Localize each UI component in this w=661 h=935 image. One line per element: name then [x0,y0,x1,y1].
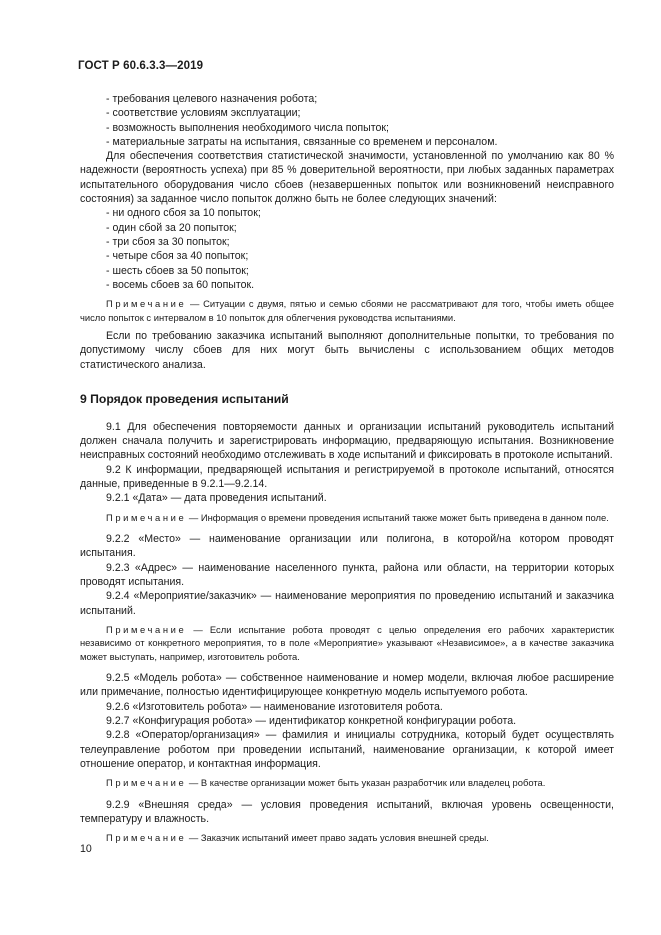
requirements-list [80,92,614,149]
note-text: — Ситуации с двумя, пятью и семью сбоями не рассматривают для того, чтобы иметь общее число попыток с интервалом в 10 попыток для облегчения руководства испытаниями. [80,298,614,323]
clause-9-2-4: 9.2.4 «Мероприятие/заказчик» — наименование мероприятия по проведению испытаний и заказчика испытаний. [80,590,614,617]
note-text: — Если испытание робота проводят с целью определения его рабочих характеристик независимо от конкретного мероприятия, то в поле «Мероприятие» указывают «Независимое», а в качестве заказчика может выступать, например, изготовитель робота. [80,623,615,662]
note [80,511,614,524]
note-label: Примечание [106,832,187,844]
clause-9-2-7: 9.2.7 «Конфигурация робота» — идентификатор конкретной конфигурации робота. [106,714,517,727]
standard-header: ГОСТ Р 60.6.3.3—2019 [78,60,204,72]
list-item: - возможность выполнения необходимого числа попыток; [106,121,389,134]
clause-9-1: 9.1 Для обеспечения повторяемости данных и организации испытаний руководитель испытаний должен сначала получить и зарегистрировать информацию, предваряющую испытания. Возникновение неисправных состояний необходимо отслеживать в ходе испытаний и фиксировать в протоколе испытаний. [80,420,614,462]
clause-9-2-3: 9.2.3 «Адрес» — наименование населенного пункта, района или области, на территории которых проводят испытания. [80,561,614,588]
section-heading: 9 Порядок проведения испытаний [80,391,289,406]
list-item: - шесть сбоев за 50 попыток; [106,264,249,277]
clause-9-2-1: 9.2.1 «Дата» — дата проведения испытаний. [106,492,327,505]
clause-9-2-8: 9.2.8 «Оператор/организация» — фамилия и инициалы сотрудника, который будет осуществлять телеуправление роботом при проведении испытаний, наименование организации, к которой имеет отношение оператор, и контактная информация. [80,729,614,770]
clause-9-2-9: 9.2.9 «Внешняя среда» — условия проведения испытаний, включая уровень освещенности, температуру и влажность. [80,798,614,825]
extra-attempts-paragraph: Если по требованию заказчика испытаний выполняют дополнительные попытки, то требования по допустимому числу сбоев для них могут быть вычислены с использованием общих методов статистического анализа. [80,329,614,371]
note-text: — В качестве организации может быть указан разработчик или владелец робота. [188,777,546,789]
list-item: - материальные затраты на испытания, связанные со временем и персоналом. [106,135,498,148]
list-item: - восемь сбоев за 60 попыток. [106,278,255,291]
clause-9-2-6: 9.2.6 «Изготовитель робота» — наименование изготовителя робота. [106,700,443,713]
note [80,623,614,663]
list-item: - один сбой за 20 попыток; [106,221,237,234]
list-item: - четыре сбоя за 40 попыток; [106,250,249,263]
page-number: 10 [80,843,92,855]
note-label: Примечание [106,511,187,523]
note-text: — Заказчик испытаний имеет право задать условия внешней среды. [188,832,489,844]
failure-limits-list [80,206,614,292]
list-item: - соответствие условиям эксплуатации; [106,107,301,120]
note [80,297,614,324]
significance-paragraph: Для обеспечения соответствия статистической значимости, установленной по умолчанию как 80 % надежности (вероятность успеха) при 85 % доверительной вероятности, при любых заданных параметрах испытательного оборудования число сбоев (незавершенных попыток или возникновений неисправного состояния) за заданное число попыток должно быть не более следующих значений: [80,150,614,206]
page-content [80,92,614,845]
note-label: Примечание [106,777,187,789]
note-label: Примечание [106,623,187,635]
clause-9-2-5: 9.2.5 «Модель робота» — собственное наименование и номер модели, включая любое расширение или примечание, полностью идентифицирующее конкретную модель испытуемого робота. [80,672,614,699]
note-label: Примечание [106,298,187,310]
clause-9-2-2: 9.2.2 «Место» — наименование организации или полигона, в которой/на котором проводят испытания. [80,533,614,560]
note-text: — Информация о времени проведения испытаний также может быть приведена в данном поле. [188,511,609,523]
list-item: - ни одного сбоя за 10 попыток; [106,207,261,220]
list-item: - требования целевого назначения робота; [106,93,318,105]
clause-9-2: 9.2 К информации, предваряющей испытания и регистрируемой в протоколе испытаний, относятся данные, приведенные в 9.2.1—9.2.14. [80,463,614,491]
note [80,831,614,844]
note [80,776,614,789]
list-item: - три сбоя за 30 попыток; [106,235,230,248]
